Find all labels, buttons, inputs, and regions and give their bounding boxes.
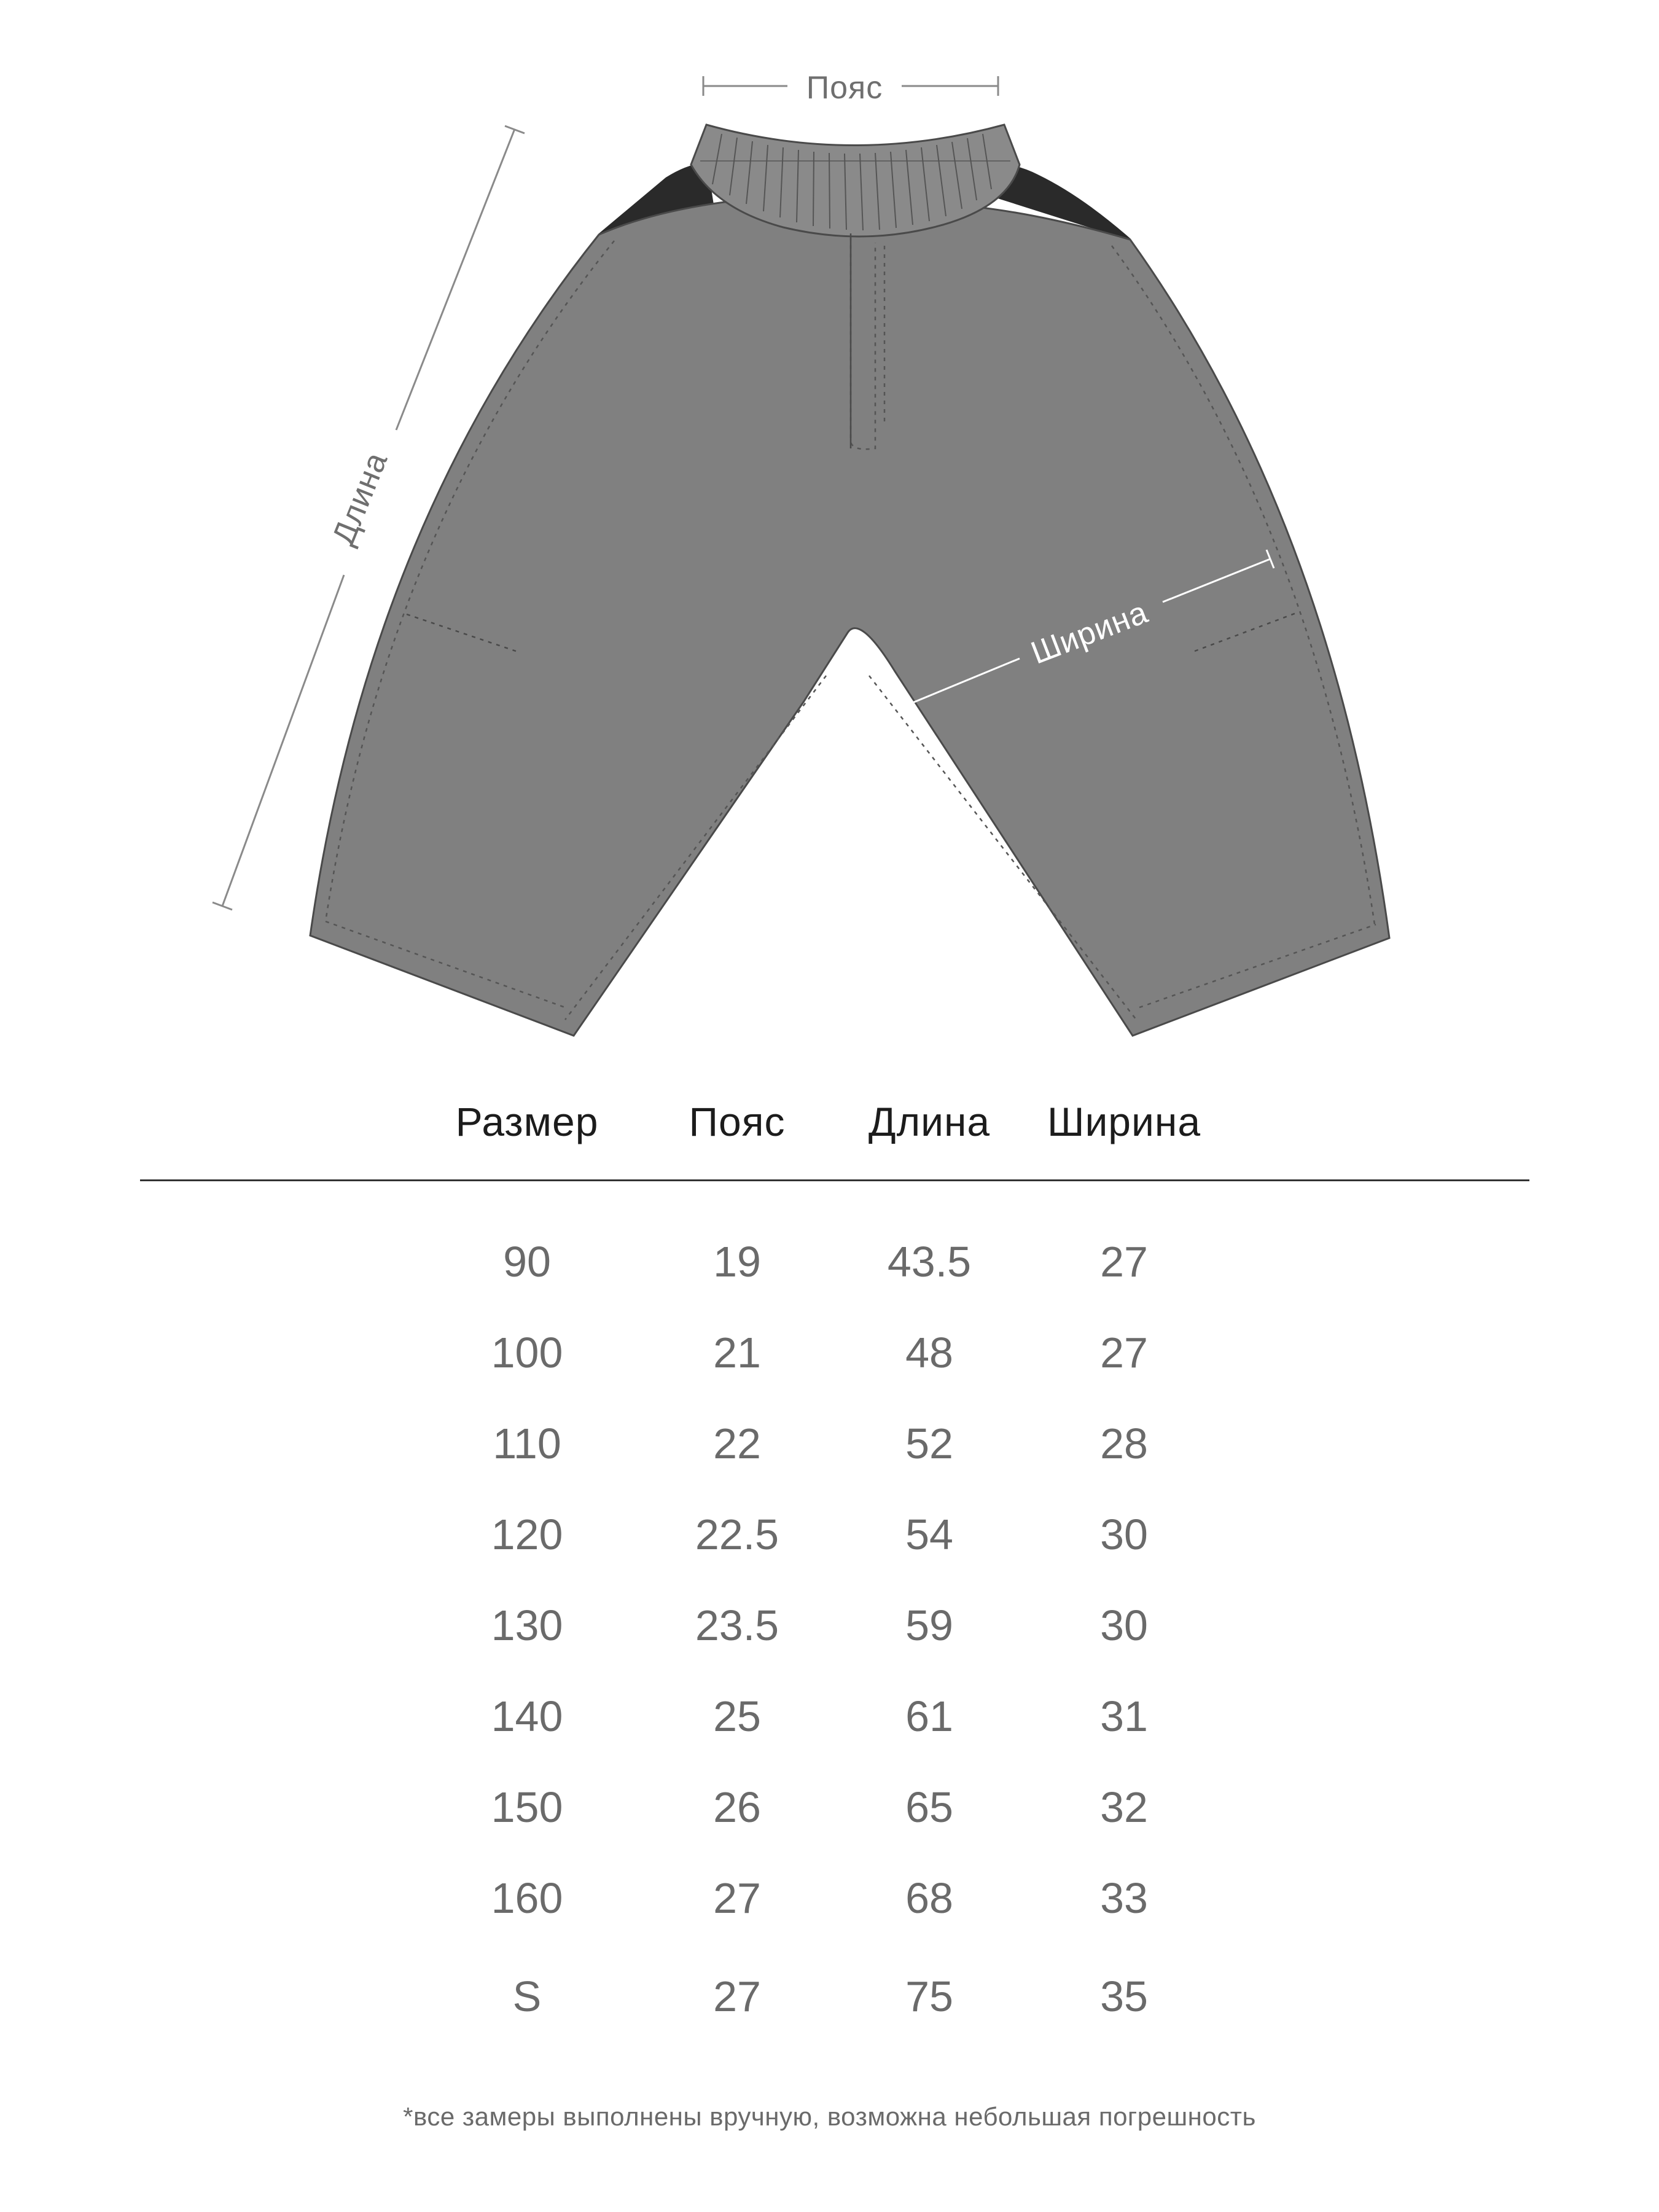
length-label: Длина <box>325 447 395 550</box>
table-row <box>0 1328 1659 1383</box>
cell-size: 100 <box>491 1329 563 1377</box>
table-row <box>0 1237 1659 1292</box>
cell-length: 48 <box>905 1329 953 1377</box>
cell-width: 32 <box>1100 1783 1148 1831</box>
header-divider <box>140 1179 1529 1181</box>
table-row <box>0 1419 1659 1474</box>
cell-length: 65 <box>905 1783 953 1831</box>
table-row <box>0 1783 1659 1838</box>
cell-width: 27 <box>1100 1329 1148 1377</box>
cell-length: 52 <box>905 1420 953 1468</box>
table-row <box>0 1601 1659 1656</box>
header-length: Длина <box>868 1099 991 1144</box>
cell-waist: 21 <box>713 1329 761 1377</box>
cell-width: 30 <box>1100 1510 1148 1558</box>
cell-width: 33 <box>1100 1874 1148 1922</box>
cell-length: 68 <box>905 1874 953 1922</box>
cell-size: S <box>512 1972 542 2020</box>
width-label: Ширина <box>1026 594 1153 671</box>
cell-waist: 25 <box>713 1692 761 1740</box>
size-table-header <box>0 1098 1659 1154</box>
cell-length: 61 <box>905 1692 953 1740</box>
cell-waist: 22.5 <box>695 1510 779 1558</box>
cell-size: 150 <box>491 1783 563 1831</box>
cell-waist: 27 <box>713 1972 761 2020</box>
header-size: Размер <box>455 1099 599 1144</box>
cell-waist: 26 <box>713 1783 761 1831</box>
measurement-footnote: *все замеры выполнены вручную, возможна небольшая погрешность <box>403 2102 1256 2131</box>
table-row <box>0 1692 1659 1747</box>
header-width: Ширина <box>1047 1099 1201 1144</box>
trousers-body <box>310 197 1389 1036</box>
cell-width: 30 <box>1100 1601 1148 1649</box>
cell-length: 54 <box>905 1510 953 1558</box>
cell-width: 31 <box>1100 1692 1148 1740</box>
cell-width: 27 <box>1100 1238 1148 1286</box>
table-row <box>0 1874 1659 1929</box>
cell-waist: 19 <box>713 1238 761 1286</box>
header-waist: Пояс <box>689 1099 786 1144</box>
cell-waist: 23.5 <box>695 1601 779 1649</box>
cell-width: 28 <box>1100 1420 1148 1468</box>
table-row <box>0 1972 1659 2027</box>
cell-size: 160 <box>491 1874 563 1922</box>
cell-waist: 22 <box>713 1420 761 1468</box>
waist-label: Пояс <box>806 70 883 106</box>
pants-illustration <box>0 0 1659 1057</box>
cell-length: 43.5 <box>887 1238 972 1286</box>
cell-size: 120 <box>491 1510 563 1558</box>
cell-size: 110 <box>493 1420 561 1468</box>
table-row <box>0 1510 1659 1565</box>
cell-length: 59 <box>905 1601 953 1649</box>
cell-waist: 27 <box>713 1874 761 1922</box>
cell-size: 90 <box>503 1238 551 1286</box>
cell-size: 130 <box>491 1601 563 1649</box>
cell-length: 75 <box>905 1972 953 2020</box>
cell-width: 35 <box>1100 1972 1148 2020</box>
cell-size: 140 <box>491 1692 563 1740</box>
